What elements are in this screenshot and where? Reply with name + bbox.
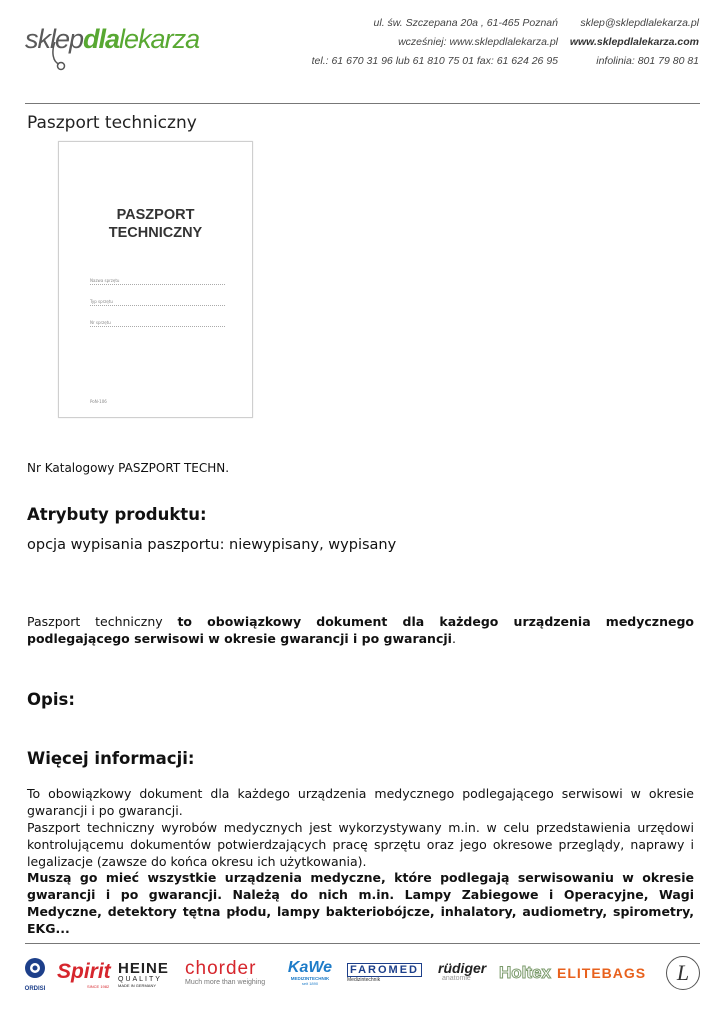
logo-text-dla: dla (83, 24, 120, 54)
passport-field-name: Nazwa sprzętu (90, 278, 225, 285)
more-info-paragraph-3: Muszą go mieć wszystkie urządzenia medyczne, które podlegają serwisowaniu w okresie gwarancji i po gwarancji. Należą do nich m.in. Lampy Zabiegowe i Operacyjne, Wagi Medyczne, detektory tętna płodu, lampy bakteriobójcze, inhalatory, audiometry, spirometry, EKG... (27, 870, 694, 936)
ordisi-emblem-icon (23, 956, 47, 984)
more-info-paragraph-1: To obowiązkowy dokument dla każdego urządzenia medycznego podlegającego serwisowi w okresie gwarancji i po gwarancji. (27, 786, 694, 818)
chorder-label: chorder (185, 958, 257, 979)
passport-footer: PoN-106 (90, 399, 107, 404)
brand-heine[interactable] (118, 962, 169, 988)
brand-faromed[interactable] (347, 963, 422, 983)
kawe-sub1: MEDIZINTECHNIK (290, 976, 330, 981)
heine-sub2: MADE IN GERMANY (118, 983, 157, 988)
chorder-sub: Much more than weighing (185, 979, 266, 986)
product-image (58, 141, 253, 418)
attributes-heading: Atrybuty produktu: (27, 505, 207, 524)
spirit-label: Spirit (57, 960, 111, 983)
ordisi-label: ORDISI (24, 986, 46, 992)
brand-rudiger[interactable] (438, 961, 486, 982)
faromed-sub: Medizintechnik (347, 977, 381, 983)
brand-kawe[interactable] (287, 959, 333, 986)
brand-ordisi[interactable] (22, 956, 48, 992)
brand-l-emblem[interactable]: L (666, 956, 700, 990)
page-header (0, 0, 725, 95)
product-title: Paszport techniczny (27, 113, 197, 133)
attributes-line: opcja wypisania paszportu: niewypisany, wypisany (27, 537, 397, 553)
contact-column-online (570, 14, 699, 71)
hotline-text: infolinia: 801 79 80 81 (596, 55, 699, 67)
rudiger-sub: anatomie (442, 975, 471, 982)
description-heading: Opis: (27, 690, 75, 709)
header-divider (25, 103, 700, 104)
passport-field-number: Nr sprzętu (90, 320, 225, 327)
more-info-paragraph-2: Paszport techniczny wyrobów medycznych jest wykorzystywany m.in. w celu przedstawienia urzędowi kontrolującemu dokumentów potwierdzających pracę sprzętu oraz jego okresowe przeglądy, naprawy i legalizacje (zawsze do końca okresu ich użytkowania). (27, 820, 694, 869)
intro-paragraph (27, 613, 694, 647)
previous-site-text: wcześniej: www.sklepdlalekarza.pl (398, 36, 558, 48)
rudiger-label: rüdiger (438, 960, 487, 976)
logo-text-lekarza: lekarza (119, 24, 200, 54)
heine-label: HEINE (118, 960, 169, 977)
brand-chorder[interactable] (185, 959, 265, 986)
brand-elitebags[interactable]: ELITEBAGS (557, 965, 647, 981)
passport-heading (59, 206, 252, 242)
passport-heading-line2: TECHNICZNY (108, 225, 203, 241)
kawe-sub2: seit 1890 (301, 981, 319, 986)
intro-bold: to obowiązkowy dokument dla każdego urządzenia medycznego podlegającego serwisowi w okresie gwarancji i po gwarancji (27, 614, 694, 646)
brand-spirit[interactable] (57, 960, 111, 989)
catalog-number: Nr Katalogowy PASZPORT TECHN. (27, 461, 230, 475)
contact-column-address (312, 14, 558, 71)
address-text: ul. św. Szczepana 20a , 61-465 Poznań (373, 17, 558, 29)
phones-text: tel.: 61 670 31 96 lub 61 810 75 01 fax: 61 624 26 95 (311, 55, 558, 67)
faromed-label: FAROMED (347, 963, 422, 977)
stethoscope-icon (45, 42, 75, 72)
footer-divider (25, 943, 700, 944)
passport-field-type: Typ sprzętu (90, 299, 225, 306)
brand-logos (0, 948, 725, 1008)
spirit-sub: SINCE 1982 (87, 984, 110, 989)
more-info-heading: Więcej informacji: (27, 749, 195, 768)
email-link[interactable]: sklep@sklepdlalekarza.pl (580, 17, 699, 29)
heine-sub1: QUALITY (118, 976, 162, 983)
intro-end: . (451, 631, 456, 646)
intro-plain: Paszport techniczny (27, 614, 178, 629)
kawe-label: KaWe (287, 959, 333, 976)
website-link[interactable]: www.sklepdlalekarza.com (569, 36, 699, 48)
brand-holtex[interactable]: Holtex (499, 963, 551, 982)
passport-heading-line1: PASZPORT (116, 207, 195, 223)
logo-text-sklep: sklep (25, 24, 84, 54)
